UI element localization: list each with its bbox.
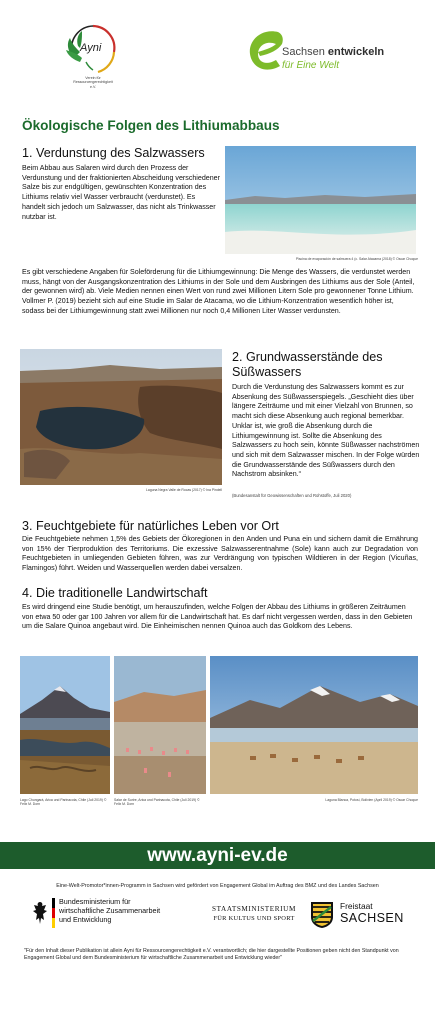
bmz-logo — [32, 898, 182, 938]
logo-eine-welt: für Eine Welt — [282, 60, 340, 71]
section1-heading: 1. Verdunstung des Salzwassers — [22, 146, 205, 160]
eagle-icon — [32, 900, 48, 926]
laguna-negra-photo — [20, 349, 222, 485]
logo-sachsen-word: Sachsen — [282, 46, 328, 58]
salar-photo-caption: Piscina de evaporación de salmuera 4 (c. Salar Atacama (2018) © Oscar Choque — [295, 257, 418, 261]
section4-heading: 4. Die traditionelle Landwirtschaft — [22, 586, 208, 600]
salar-evaporation-photo — [225, 146, 416, 254]
photo-caption-3: Laguna Blanca, Potosí, Bolivien (April 2019) © Oscar Choque — [325, 798, 418, 802]
sachsen-label: SACHSEN — [340, 911, 404, 925]
photo-caption-2: Salar de Surire, Arica und Parinacota, Chile (Juli 2019) © Felix M. Dorn — [114, 798, 200, 806]
laguna-photo-caption: Laguna Negra Valle de Rocas (2017) © Ina Pindell — [146, 488, 222, 492]
website-link[interactable]: www.ayni-ev.de — [147, 845, 288, 866]
section2-heading: 2. Grundwasserstände des Süßwassers — [232, 350, 383, 379]
section1-paragraph: Es gibt verschiedene Angaben für Soleförderung für die Lithiumgewinnung: Die Menge des Wassers, die verdunstet werden muss, hängt von der Ausgangskonzentration des Lithiums in der Sole und dem Ausbringen des Lithiums aus der Sole (Anteil, der gewonnen wird) ab. Viele Medien nennen einen Wert von rund zwei Millionen Litern Sole pro gewonnener Tonne Lithium. Vollmer P. (2019) bezieht sich auf eine Studie im Salar de Atacama, wo die Lithium-Konzentration wesentlich höher ist, sodass bei der Lithiumgewinnung statt zwei Millionen nur noch 0,4 Millionen Liter Wasser verdunsten. — [22, 268, 415, 315]
funding-note: Eine-Welt-Promotor*innen-Programm in Sachsen wird gefördert von Engagement Global im Auftrag des BMZ und des Landes Sachsen — [56, 883, 379, 889]
salar-de-surire-photo — [114, 656, 206, 794]
freistaat-label: Freistaat — [340, 901, 373, 911]
section2-source: (Bundesanstalt für Geowissenschaften und Rohstoffe, Juli 2020) — [232, 493, 352, 498]
photo-caption-1: Lago Chungará, Arica und Parinacota, Chile (Juli 2019) © Felix M. Dorn — [20, 798, 107, 806]
bmz-line1: Bundesministerium für — [59, 897, 131, 906]
sachsen-logo — [310, 901, 410, 931]
section3-heading: 3. Feuchtgebiete für natürliches Leben vor Ort — [22, 519, 279, 533]
logo-entwickeln-word: entwickeln — [327, 46, 385, 58]
disclaimer: "Für den Inhalt dieser Publikation ist allein Ayni für Ressourcengerechtigkeit e.V. verantwortlich; die hier dargestellte Positionen geben nicht den Standpunkt von Engagement Global und dem Bundesministerium für wirtschaftliche Zusammenarbeit und Entwicklung wieder" — [24, 948, 399, 961]
section1-text: Beim Abbau aus Salaren wird durch den Prozess der Verdunstung und der fraktionierten Abscheidung verschiedener Salze bis zur endgültigen, gewünschten Konzentration des Lithiums relativ viel Wasser verbraucht (verdunstet). Es handelt sich jedoch um Salzwasser, das nicht als Trinkwasser nutzbar ist. — [22, 164, 220, 221]
sachsen-coat-of-arms-icon — [310, 901, 334, 929]
section3-text: Die Feuchtgebiete nehmen 1,5% des Gebiets der Ökoregionen in den Anden und Puna ein und sichern damit die Ernährung von 15% der Tierproduktion des Territoriums. Die exzessive Salzwasserentnahme (Sole) kann auch zur Degradation von Feuchtgebieten in umliegenden Gebieten führen, was zur Verdrängung von typischen Wildtieren in der Region (Vicuñas, Flamingos) führt. Weiden und Wasserquellen werden dabei versalzen. — [22, 535, 418, 573]
bmz-line3: und Entwicklung — [59, 914, 112, 924]
lago-chungara-photo — [20, 656, 110, 794]
smk-logo — [204, 905, 304, 923]
section2-text: Durch die Verdunstung des Salzwassers kommt es zur Absenkung des Süßwasserspiegels. „Geschieht dies über längere Zeiträume und mit einer Vielzahl von Brunnen, so macht sich diese Absenkung auch regional bemerkbar. Unklar ist, wie groß die Absenkung durch die Lithiumgewinnung ist. Sollte die Absenkung des Salzwassers zu hoch sein, könnte Süßwasser nachströmen und sich mit dem Salzwasser mischen. In der Folge würden die Grundwasserstände des Süßwassers durch den Nachstrom absinken.“ — [232, 383, 420, 479]
ayni-name: Ayni — [80, 42, 102, 54]
ayni-caption: Verein für Ressourcengerechtigkeit e.V. — [73, 76, 113, 89]
section4-text: Es wird dringend eine Studie benötigt, um herauszufinden, welche Folgen der Abbau des Lithiums in größeren Zeiträumen von etwa 50 oder gar 100 Jahren vor allem für die Landwirtschaft hat. Es darf nicht vergessen werden, dass in den Gebieten um die Salare Quinoa angebaut wird. Die Einheimischen nennen Quinoa auch das Goldkorn des Lebens. — [22, 603, 413, 631]
smk-line1: STAATSMINISTERIUM — [212, 905, 296, 913]
ayni-logo[interactable] — [58, 22, 128, 92]
page-title: Ökologische Folgen des Lithiumabbaus — [22, 118, 280, 133]
laguna-blanca-photo — [210, 656, 418, 794]
bmz-line2: wirtschaftliche Zusammenarbeit — [59, 905, 161, 915]
smk-line2: FÜR KULTUS UND SPORT — [213, 915, 295, 922]
sachsen-entwickeln-logo[interactable] — [244, 26, 404, 78]
